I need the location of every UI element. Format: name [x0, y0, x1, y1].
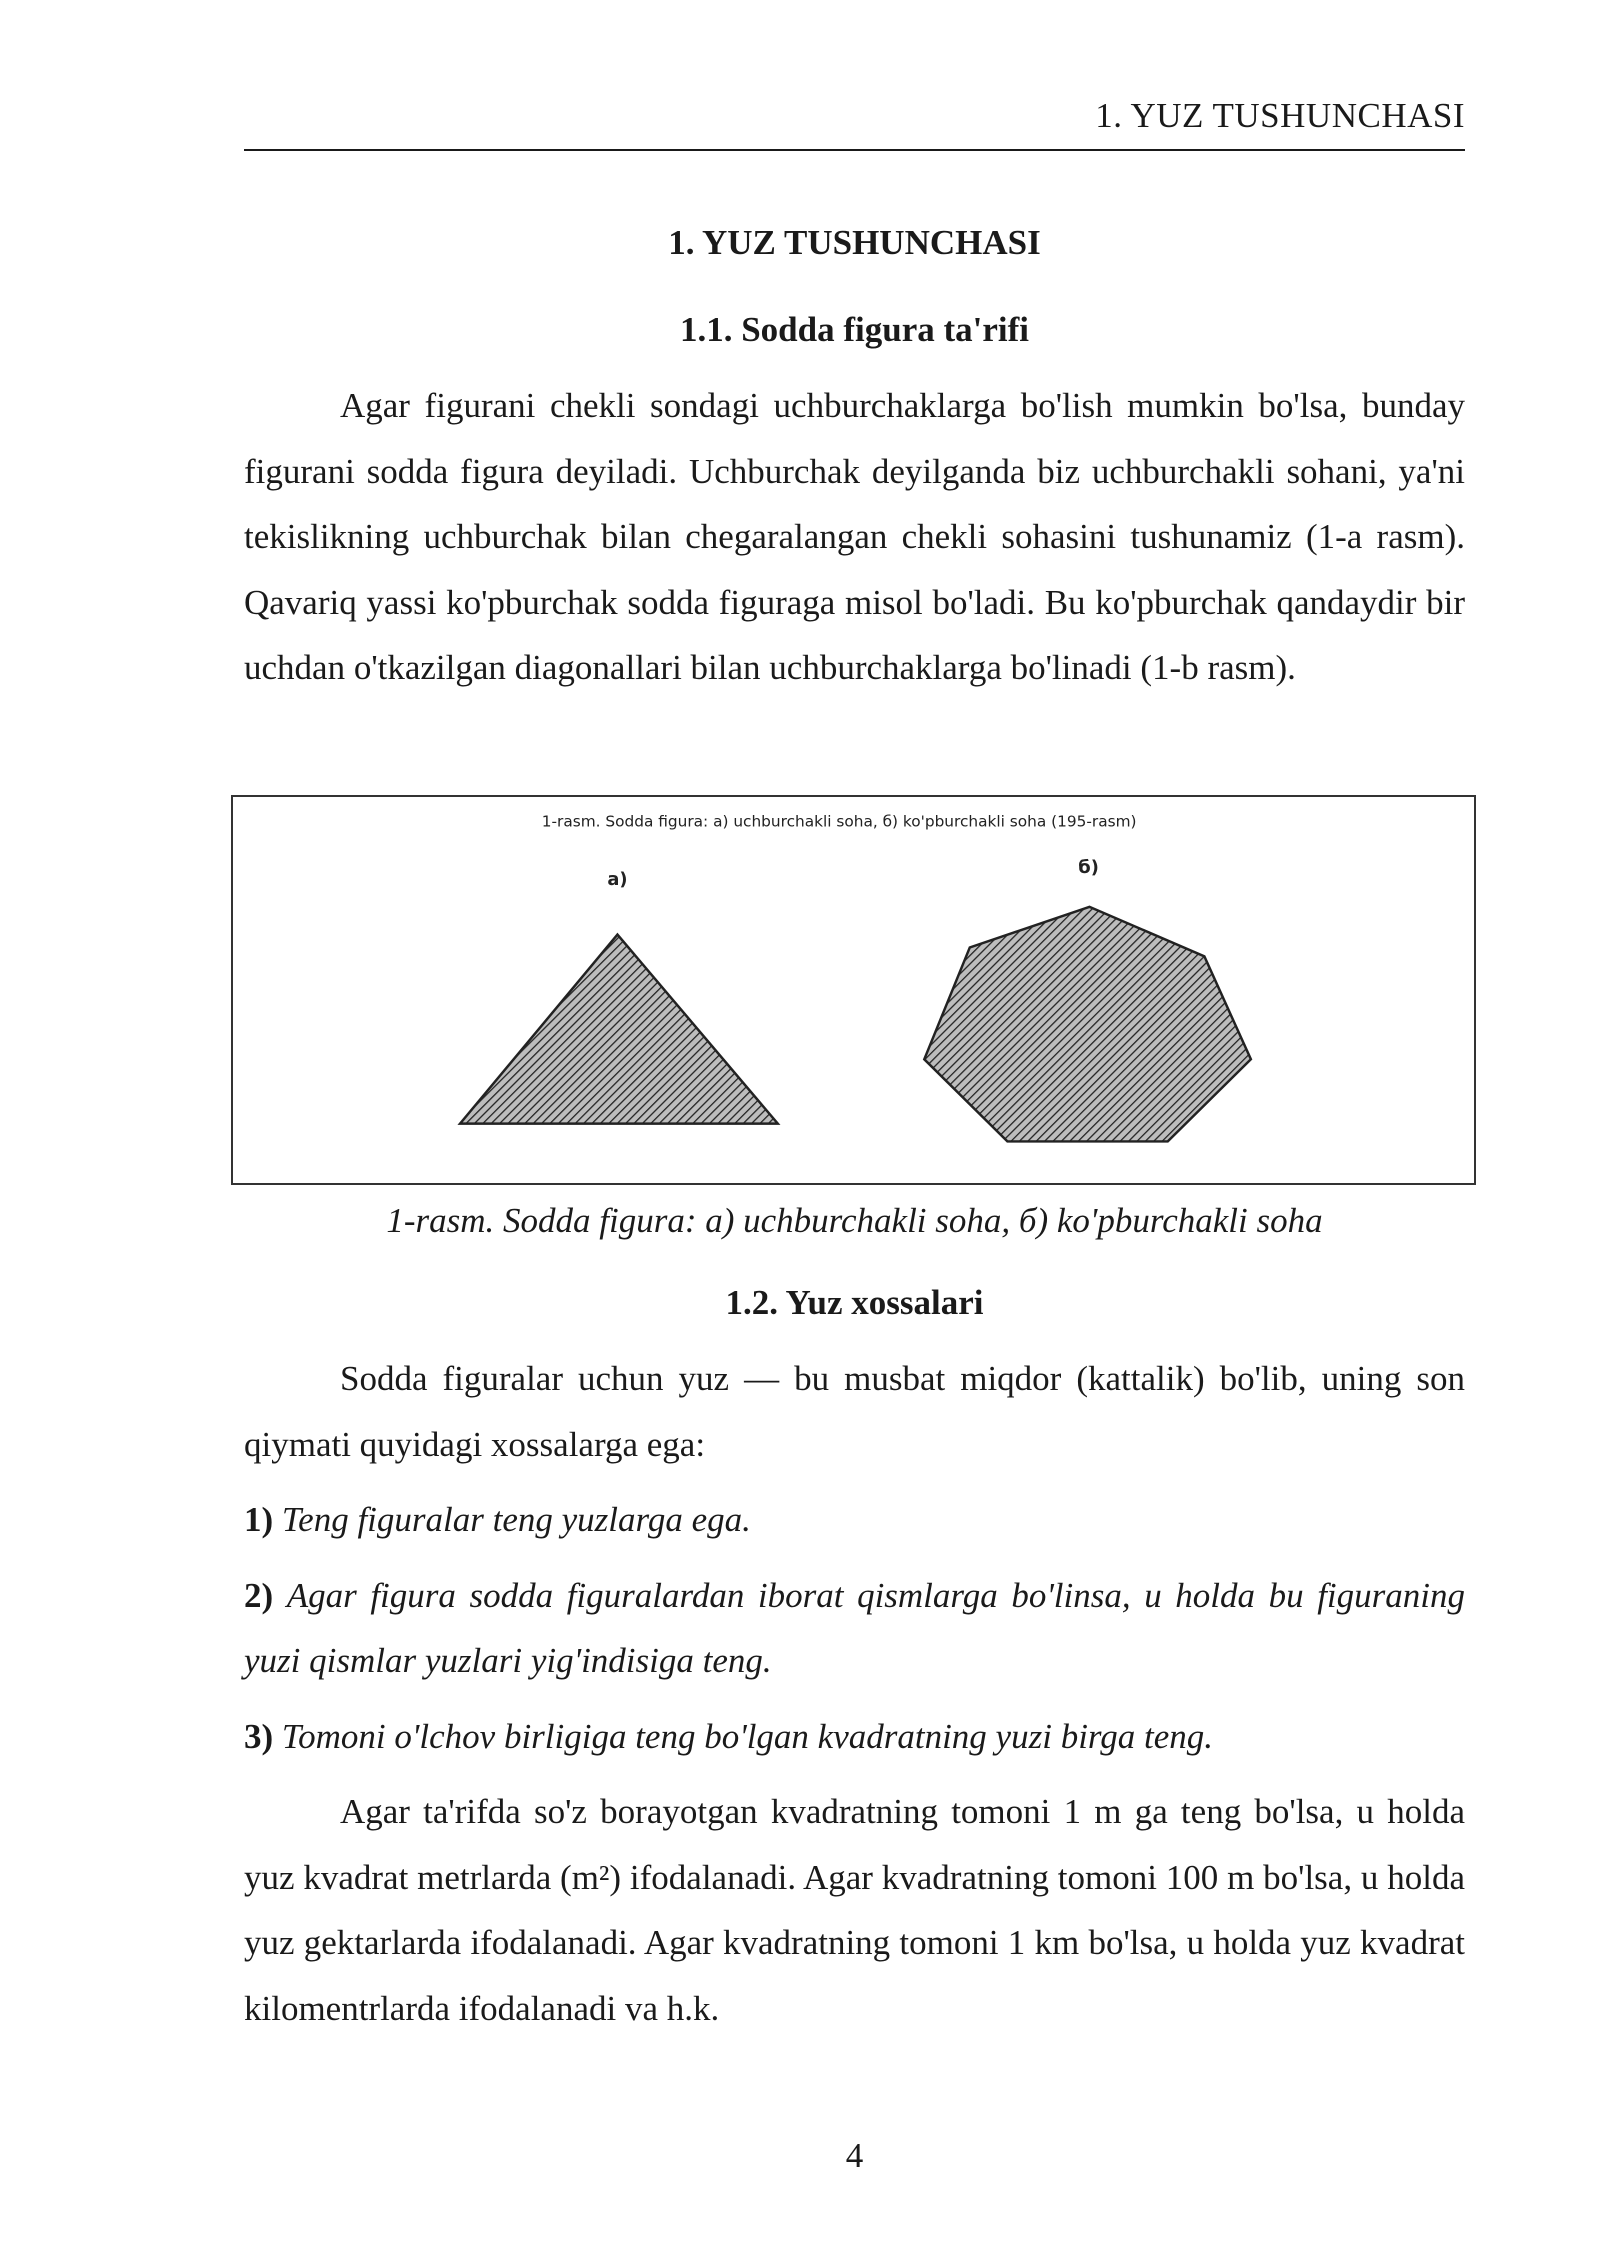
property-1	[244, 1487, 1465, 1553]
page-number: 4	[845, 2136, 864, 2175]
running-header: 1. YUZ TUSHUNCHASI	[1095, 96, 1465, 135]
triangle-shape	[460, 935, 778, 1124]
label-b: б)	[1078, 857, 1099, 879]
section-2-title: 1.2. Yuz xossalari	[725, 1283, 984, 1322]
property-2-text: Agar figura sodda figuralardan iborat qismlarga bo'linsa, u holda bu figuraning yuzi qismlar yuzlari yig'indisiga teng.	[244, 1575, 1465, 1680]
section-1-paragraph: Agar figurani chekli sondagi uchburchaklarga bo'lish mumkin bo'lsa, bunday figurani sodda figura deyiladi. Uchburchak deyilganda biz uchburchakli sohani, ya'ni tekislikning uchburchak bilan chegaralangan chekli sohasini tushunamiz (1-a rasm). Qavariq yassi ko'pburchak sodda figuraga misol bo'ladi. Bu ko'pburchak qandaydir bir uchdan o'tkazilgan diagonallari bilan uchburchaklarga bo'linadi (1-b rasm).	[244, 386, 1465, 687]
section-1	[244, 208, 1465, 701]
section-1-title: 1.1. Sodda figura ta'rifi	[679, 310, 1030, 349]
section-2-closing: Agar ta'rifda so'z borayotgan kvadratning tomoni 1 m ga teng bo'lsa, u holda yuz kvadrat metrlarda (m²) ifodalanadi. Agar kvadratning tomoni 100 m bo'lsa, u holda yuz gektarlarda ifodalanadi. Agar kvadratning tomoni 1 km bo'lsa, u holda yuz kvadrat kilomentrlarda ifodalanadi va h.k.	[244, 1792, 1465, 2028]
section-2-intro: Sodda figuralar uchun yuz — bu musbat miqdor (kattalik) bo'lib, uning son qiymati quyidagi xossalarga ega:	[244, 1359, 1465, 1464]
property-3-number: 3)	[244, 1716, 274, 1756]
property-2-number: 2)	[244, 1575, 274, 1615]
figure-1	[231, 795, 1476, 1185]
header-rule	[244, 149, 1465, 151]
figure-inner-title: 1-rasm. Sodda figura: a) uchburchakli soha, б) ko'pburchakli soha (195-rasm)	[541, 812, 1137, 831]
property-2	[244, 1563, 1465, 1694]
figure-1-caption: 1-rasm. Sodda figura: a) uchburchakli soha, б) ko'pburchakli soha	[386, 1201, 1323, 1240]
figure-1-svg	[233, 797, 1474, 1183]
heptagon-shape	[924, 907, 1251, 1142]
chapter-title: 1. YUZ TUSHUNCHASI	[668, 223, 1041, 262]
property-3-text: Tomoni o'lchov birligiga teng bo'lgan kvadratning yuzi birga teng.	[281, 1716, 1213, 1756]
property-1-number: 1)	[244, 1500, 274, 1539]
property-1-text: Teng figuralar teng yuzlarga ega.	[281, 1500, 751, 1539]
property-3	[244, 1704, 1465, 1770]
label-a: a)	[607, 869, 628, 891]
section-2	[244, 1268, 1465, 2041]
